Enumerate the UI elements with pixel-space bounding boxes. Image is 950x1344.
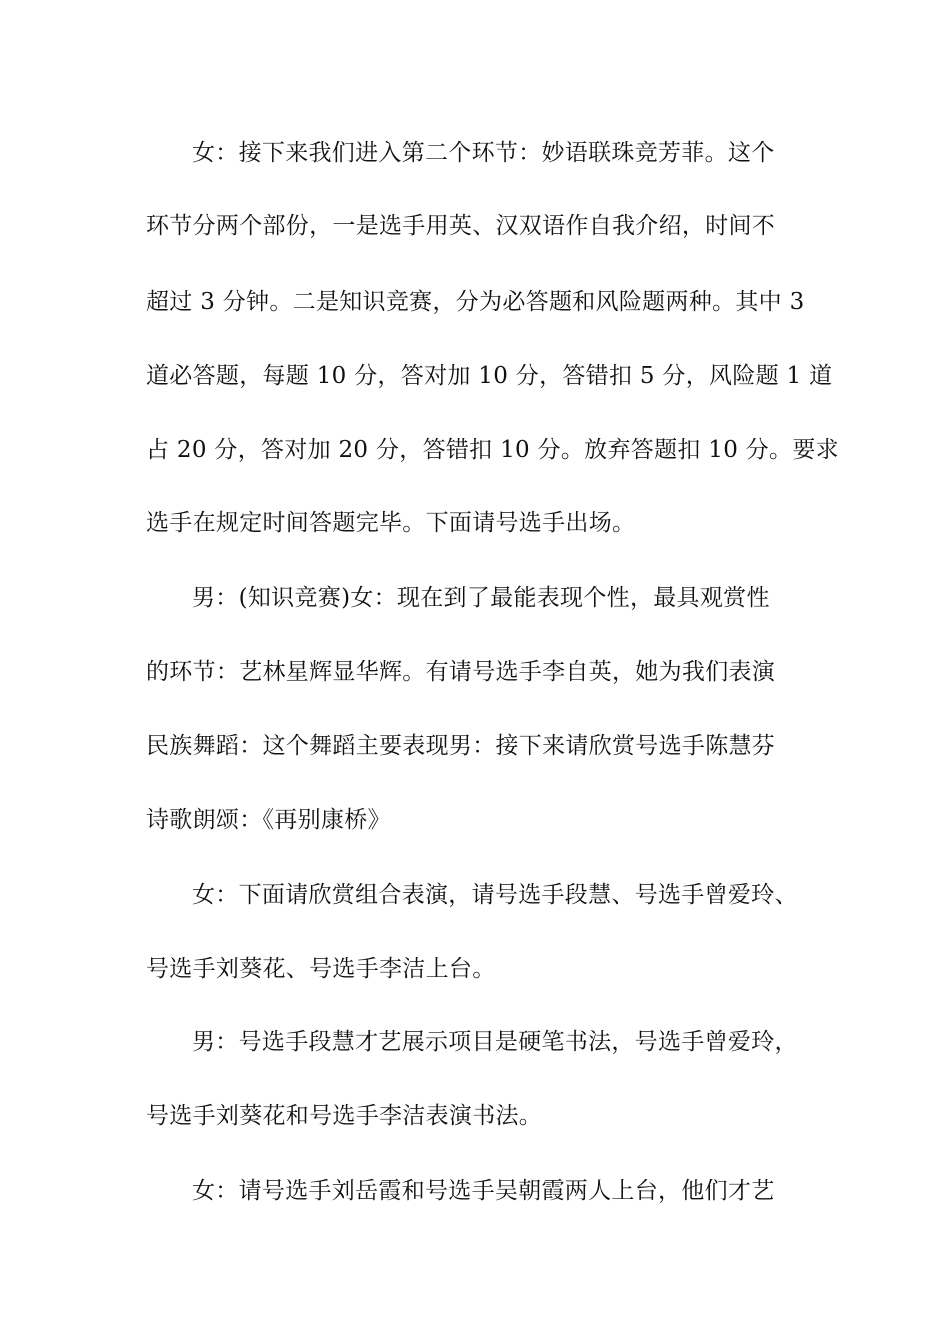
paragraph-1-line-3: 超过 3 分钟。二是知识竞赛，分为必答题和风险题两种。其中 3	[146, 289, 805, 315]
paragraph-2-line-1: 男：(知识竞赛)女：现在到了最能表现个性，最具观赏性	[192, 585, 770, 611]
paragraph-4-line-2: 号选手刘葵花和号选手李洁表演书法。	[146, 1103, 543, 1129]
paragraph-1-line-5: 占 20 分，答对加 20 分，答错扣 10 分。放弃答题扣 10 分。要求	[146, 437, 839, 463]
paragraph-3-line-2: 号选手刘葵花、号选手李洁上台。	[146, 956, 496, 982]
paragraph-2-line-4: 诗歌朗颂：《再别康桥》	[146, 807, 391, 833]
paragraph-1-line-2: 环节分两个部份，一是选手用英、汉双语作自我介绍，时间不	[146, 213, 776, 239]
paragraph-1-line-4: 道必答题，每题 10 分，答对加 10 分，答错扣 5 分，风险题 1 道	[146, 363, 833, 389]
paragraph-4-line-1: 男：号选手段慧才艺展示项目是硬笔书法，号选手曾爱玲，	[192, 1029, 798, 1055]
paragraph-3-line-1: 女：下面请欣赏组合表演，请号选手段慧、号选手曾爱玲、	[192, 882, 798, 908]
paragraph-2-line-2: 的环节：艺林星辉显华辉。有请号选手李自英，她为我们表演	[146, 659, 776, 685]
paragraph-2-line-3: 民族舞蹈：这个舞蹈主要表现男：接下来请欣赏号选手陈慧芬	[146, 733, 776, 759]
paragraph-1-line-6: 选手在规定时间答题完毕。下面请号选手出场。	[146, 510, 636, 536]
paragraph-1-line-1: 女：接下来我们进入第二个环节：妙语联珠竞芳菲。这个	[192, 140, 775, 166]
paragraph-5-line-1: 女：请号选手刘岳霞和号选手吴朝霞两人上台，他们才艺	[192, 1178, 775, 1204]
